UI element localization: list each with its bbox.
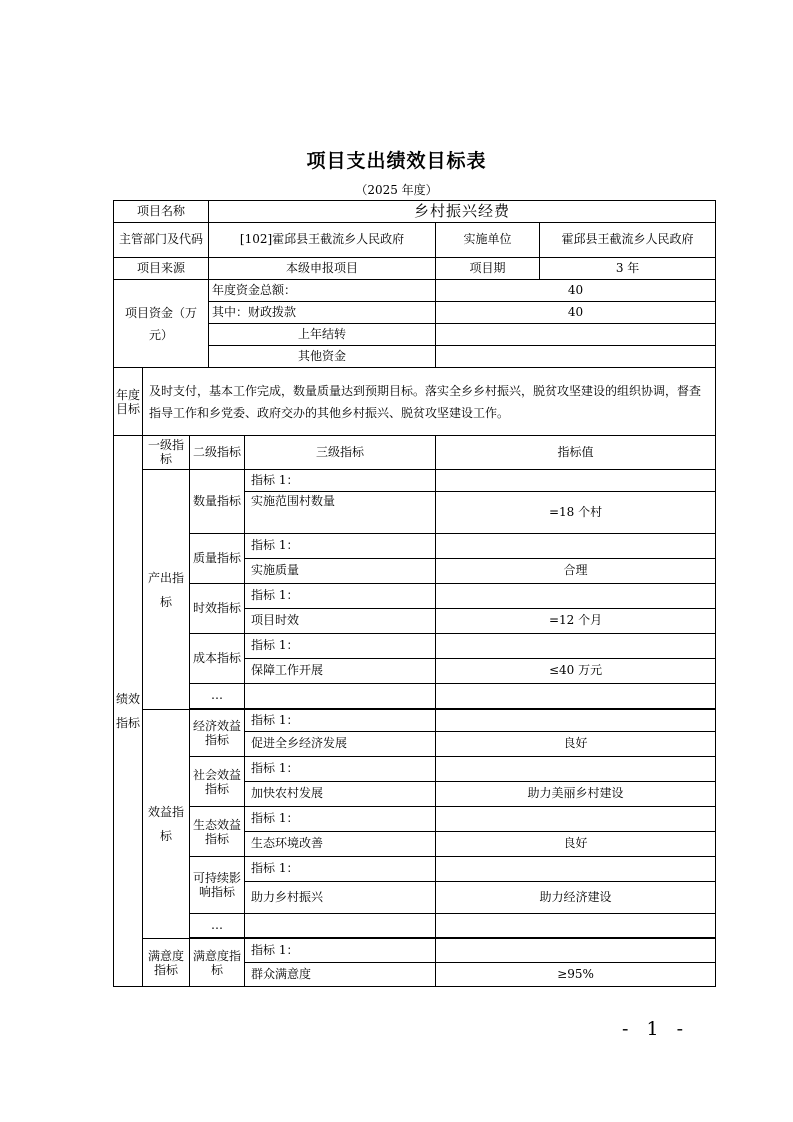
- quantity-item: 实施范围村数量: [245, 492, 436, 534]
- output-ellipsis: …: [190, 684, 245, 709]
- table-row: [114, 807, 716, 832]
- benefit-label: 效益指标: [143, 710, 190, 939]
- sustainable-name: 指标 1：: [245, 857, 436, 882]
- indicator-header-row: [114, 436, 716, 470]
- department-row: [114, 223, 716, 258]
- project-name-row: [114, 201, 716, 223]
- social-label: 社会效益指标: [190, 757, 245, 807]
- economic-label: 经济效益指标: [190, 710, 245, 757]
- page-number: - 1 -: [622, 1018, 690, 1040]
- table-row: [114, 584, 716, 609]
- cost-label: 成本指标: [190, 634, 245, 684]
- benefit-ellipsis: …: [190, 914, 245, 938]
- sustainable-item: 助力乡村振兴: [245, 882, 436, 914]
- cost-value: ≤40 万元: [436, 659, 716, 684]
- funds-other-label: 其他资金: [209, 346, 436, 368]
- output-label: 产出指标: [143, 470, 190, 710]
- quantity-label: 数量指标: [190, 470, 245, 534]
- quality-item: 实施质量: [245, 559, 436, 584]
- project-name-value: 乡村振兴经费: [209, 201, 716, 223]
- dept-label: 主管部门及代码: [114, 223, 209, 258]
- social-value: 助力美丽乡村建设: [436, 782, 716, 807]
- dept-value: [102]霍邱县王截流乡人民政府: [209, 223, 436, 258]
- period-value: 3 年: [540, 258, 716, 280]
- funds-total-label: 年度资金总额：: [209, 280, 436, 302]
- cost-name: 指标 1：: [245, 634, 436, 659]
- satisfaction-l1: 满意度指标: [143, 939, 190, 987]
- project-name-label: 项目名称: [114, 201, 209, 223]
- ecological-value: 良好: [436, 832, 716, 857]
- header-value: 指标值: [436, 436, 716, 470]
- social-item: 加快农村发展: [245, 782, 436, 807]
- header-level3: 三级指标: [245, 436, 436, 470]
- table-row: [114, 684, 716, 709]
- annual-goal-row: [114, 368, 716, 436]
- table-row: [114, 757, 716, 782]
- funds-fiscal-label: 其中：财政拨款: [209, 302, 436, 324]
- timeliness-name: 指标 1：: [245, 584, 436, 609]
- table-row: [114, 634, 716, 659]
- perf-label: 绩效指标: [114, 436, 143, 987]
- economic-name: 指标 1：: [245, 710, 436, 732]
- fiscal-year: （2025 年度）: [355, 183, 438, 197]
- table-row: [114, 857, 716, 882]
- timeliness-item: 项目时效: [245, 609, 436, 634]
- quality-value: 合理: [436, 559, 716, 584]
- impl-label: 实施单位: [436, 223, 540, 258]
- satisfaction-l2: 满意度指标: [190, 939, 245, 987]
- source-row: [114, 258, 716, 280]
- performance-target-table: [113, 200, 716, 987]
- table-row: [114, 470, 716, 492]
- funds-total-value: 40: [436, 280, 716, 302]
- table-row: [114, 914, 716, 938]
- goal-text: 及时支付，基本工作完成，数量质量达到预期目标。落实全乡乡村振兴，脱贫攻坚建设的组织协调，督查指导工作和乡党委、政府交办的其他乡村振兴、脱贫攻坚建设工作。: [143, 368, 716, 436]
- ecological-label: 生态效益指标: [190, 807, 245, 857]
- satisfaction-value: ≥95%: [436, 963, 716, 987]
- quality-label: 质量指标: [190, 534, 245, 584]
- social-name: 指标 1：: [245, 757, 436, 782]
- cost-item: 保障工作开展: [245, 659, 436, 684]
- page-title: 项目支出绩效目标表: [306, 150, 487, 172]
- funds-other-value: [436, 346, 716, 368]
- funds-fiscal-value: 40: [436, 302, 716, 324]
- economic-value: 良好: [436, 732, 716, 757]
- funds-label: 项目资金（万元）: [114, 280, 209, 368]
- table-row: [114, 534, 716, 559]
- economic-item: 促进全乡经济发展: [245, 732, 436, 757]
- header-level2: 二级指标: [190, 436, 245, 470]
- goal-label: 年度目标: [114, 368, 143, 436]
- timeliness-value: =12 个月: [436, 609, 716, 634]
- ecological-name: 指标 1：: [245, 807, 436, 832]
- impl-value: 霍邱县王截流乡人民政府: [540, 223, 716, 258]
- ecological-item: 生态环境改善: [245, 832, 436, 857]
- funds-carryover-value: [436, 324, 716, 346]
- source-label: 项目来源: [114, 258, 209, 280]
- table-row: [114, 710, 716, 732]
- quantity-name: 指标 1：: [245, 470, 436, 492]
- satisfaction-name: 指标 1：: [245, 939, 436, 963]
- period-label: 项目期: [436, 258, 540, 280]
- funds-carryover-label: 上年结转: [209, 324, 436, 346]
- funds-row-1: [114, 280, 716, 302]
- quality-name: 指标 1：: [245, 534, 436, 559]
- source-value: 本级申报项目: [209, 258, 436, 280]
- sustainable-value: 助力经济建设: [436, 882, 716, 914]
- timeliness-label: 时效指标: [190, 584, 245, 634]
- satisfaction-item: 群众满意度: [245, 963, 436, 987]
- quantity-value: =18 个村: [436, 492, 716, 534]
- sustainable-label: 可持续影响指标: [190, 857, 245, 914]
- header-level1: 一级指标: [143, 436, 190, 470]
- table-row: [114, 939, 716, 963]
